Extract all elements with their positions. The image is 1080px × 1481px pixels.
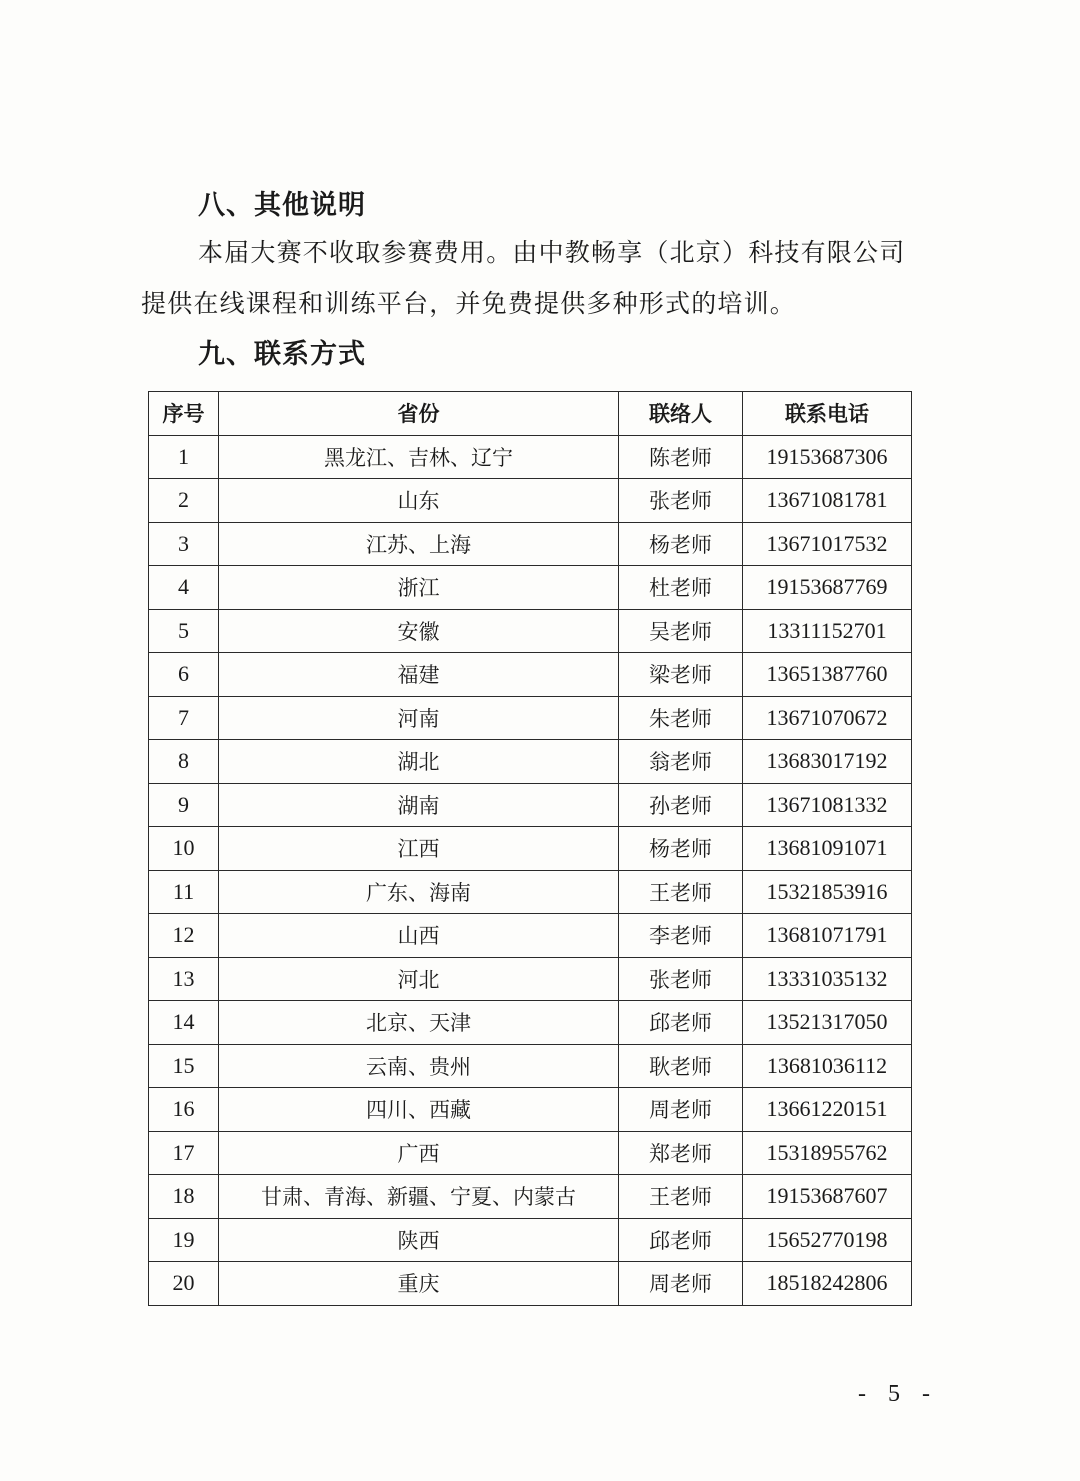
cell-serial: 20 bbox=[149, 1262, 219, 1306]
cell-contact: 周老师 bbox=[619, 1262, 743, 1306]
cell-contact: 王老师 bbox=[619, 870, 743, 914]
contact-table bbox=[148, 391, 912, 1306]
cell-serial: 14 bbox=[149, 1001, 219, 1045]
table-row bbox=[149, 609, 912, 653]
cell-serial: 6 bbox=[149, 653, 219, 697]
cell-contact: 张老师 bbox=[619, 957, 743, 1001]
cell-contact: 陈老师 bbox=[619, 435, 743, 479]
cell-province: 安徽 bbox=[219, 609, 619, 653]
table-row bbox=[149, 1131, 912, 1175]
table-row bbox=[149, 914, 912, 958]
cell-province: 广东、海南 bbox=[219, 870, 619, 914]
cell-contact: 吴老师 bbox=[619, 609, 743, 653]
cell-contact: 周老师 bbox=[619, 1088, 743, 1132]
cell-phone: 13661220151 bbox=[743, 1088, 912, 1132]
table-row bbox=[149, 870, 912, 914]
cell-phone: 13681091071 bbox=[743, 827, 912, 871]
cell-province: 湖北 bbox=[219, 740, 619, 784]
cell-serial: 4 bbox=[149, 566, 219, 610]
cell-phone: 13671081332 bbox=[743, 783, 912, 827]
cell-serial: 16 bbox=[149, 1088, 219, 1132]
cell-serial: 17 bbox=[149, 1131, 219, 1175]
page-number: - 5 - bbox=[858, 1381, 938, 1407]
cell-province: 河南 bbox=[219, 696, 619, 740]
table-row bbox=[149, 1001, 912, 1045]
cell-contact: 杜老师 bbox=[619, 566, 743, 610]
cell-province: 广西 bbox=[219, 1131, 619, 1175]
header-contact: 联络人 bbox=[619, 392, 743, 436]
cell-contact: 张老师 bbox=[619, 479, 743, 523]
table-row bbox=[149, 827, 912, 871]
table-row bbox=[149, 1088, 912, 1132]
cell-serial: 10 bbox=[149, 827, 219, 871]
cell-contact: 郑老师 bbox=[619, 1131, 743, 1175]
header-serial: 序号 bbox=[149, 392, 219, 436]
cell-province: 北京、天津 bbox=[219, 1001, 619, 1045]
table-row bbox=[149, 653, 912, 697]
cell-contact: 杨老师 bbox=[619, 522, 743, 566]
cell-serial: 19 bbox=[149, 1218, 219, 1262]
cell-province: 云南、贵州 bbox=[219, 1044, 619, 1088]
cell-phone: 13651387760 bbox=[743, 653, 912, 697]
cell-serial: 15 bbox=[149, 1044, 219, 1088]
cell-province: 浙江 bbox=[219, 566, 619, 610]
cell-contact: 李老师 bbox=[619, 914, 743, 958]
cell-phone: 13681071791 bbox=[743, 914, 912, 958]
header-phone: 联系电话 bbox=[743, 392, 912, 436]
cell-phone: 13671081781 bbox=[743, 479, 912, 523]
table-row bbox=[149, 957, 912, 1001]
cell-contact: 邱老师 bbox=[619, 1218, 743, 1262]
cell-phone: 19153687306 bbox=[743, 435, 912, 479]
cell-serial: 8 bbox=[149, 740, 219, 784]
table-row bbox=[149, 522, 912, 566]
cell-phone: 13311152701 bbox=[743, 609, 912, 653]
cell-phone: 13671070672 bbox=[743, 696, 912, 740]
cell-phone: 13671017532 bbox=[743, 522, 912, 566]
cell-serial: 7 bbox=[149, 696, 219, 740]
cell-province: 山西 bbox=[219, 914, 619, 958]
section-heading-other-notes: 八、其他说明 bbox=[198, 190, 366, 221]
cell-province: 河北 bbox=[219, 957, 619, 1001]
table-row bbox=[149, 1218, 912, 1262]
header-province: 省份 bbox=[219, 392, 619, 436]
cell-province: 福建 bbox=[219, 653, 619, 697]
cell-serial: 2 bbox=[149, 479, 219, 523]
section-paragraph-line-2: 提供在线课程和训练平台，并免费提供多种形式的培训。 bbox=[141, 289, 797, 318]
cell-phone: 15318955762 bbox=[743, 1131, 912, 1175]
cell-phone: 15652770198 bbox=[743, 1218, 912, 1262]
cell-contact: 梁老师 bbox=[619, 653, 743, 697]
cell-phone: 18518242806 bbox=[743, 1262, 912, 1306]
cell-phone: 13683017192 bbox=[743, 740, 912, 784]
cell-phone: 19153687769 bbox=[743, 566, 912, 610]
cell-phone: 19153687607 bbox=[743, 1175, 912, 1219]
cell-phone: 13521317050 bbox=[743, 1001, 912, 1045]
cell-serial: 18 bbox=[149, 1175, 219, 1219]
cell-serial: 13 bbox=[149, 957, 219, 1001]
table-row bbox=[149, 566, 912, 610]
cell-province: 江西 bbox=[219, 827, 619, 871]
cell-province: 江苏、上海 bbox=[219, 522, 619, 566]
cell-contact: 翁老师 bbox=[619, 740, 743, 784]
table-row bbox=[149, 1175, 912, 1219]
cell-province: 湖南 bbox=[219, 783, 619, 827]
table-row bbox=[149, 696, 912, 740]
section-heading-contact: 九、联系方式 bbox=[198, 339, 366, 370]
cell-contact: 王老师 bbox=[619, 1175, 743, 1219]
table-row bbox=[149, 740, 912, 784]
cell-contact: 耿老师 bbox=[619, 1044, 743, 1088]
cell-phone: 15321853916 bbox=[743, 870, 912, 914]
table-row bbox=[149, 479, 912, 523]
cell-serial: 5 bbox=[149, 609, 219, 653]
table-row bbox=[149, 435, 912, 479]
cell-phone: 13331035132 bbox=[743, 957, 912, 1001]
cell-contact: 杨老师 bbox=[619, 827, 743, 871]
table-header-row bbox=[149, 392, 912, 436]
cell-serial: 1 bbox=[149, 435, 219, 479]
cell-contact: 朱老师 bbox=[619, 696, 743, 740]
cell-province: 黑龙江、吉林、辽宁 bbox=[219, 435, 619, 479]
cell-contact: 孙老师 bbox=[619, 783, 743, 827]
section-paragraph-line-1: 本届大赛不收取参赛费用。由中教畅享（北京）科技有限公司 bbox=[198, 238, 906, 267]
table-row bbox=[149, 783, 912, 827]
table-row bbox=[149, 1262, 912, 1306]
cell-contact: 邱老师 bbox=[619, 1001, 743, 1045]
cell-serial: 11 bbox=[149, 870, 219, 914]
cell-province: 山东 bbox=[219, 479, 619, 523]
cell-phone: 13681036112 bbox=[743, 1044, 912, 1088]
cell-province: 陕西 bbox=[219, 1218, 619, 1262]
cell-province: 重庆 bbox=[219, 1262, 619, 1306]
cell-province: 甘肃、青海、新疆、宁夏、内蒙古 bbox=[219, 1175, 619, 1219]
cell-province: 四川、西藏 bbox=[219, 1088, 619, 1132]
cell-serial: 9 bbox=[149, 783, 219, 827]
table-body bbox=[149, 435, 912, 1305]
table-row bbox=[149, 1044, 912, 1088]
cell-serial: 12 bbox=[149, 914, 219, 958]
cell-serial: 3 bbox=[149, 522, 219, 566]
